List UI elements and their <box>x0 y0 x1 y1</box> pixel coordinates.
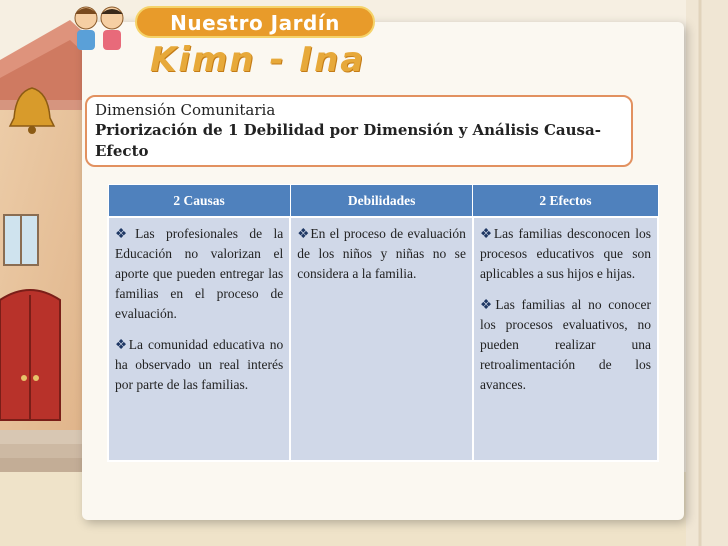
list-item <box>297 224 466 284</box>
priorization-title: Priorización de 1 Debilidad por Dimensión y Análisis Causa-Efecto <box>95 121 601 160</box>
header-efectos: 2 Efectos <box>473 185 658 218</box>
debilidad-text-1: En el proceso de evaluación de los niños y niñas no se considera a la familia. <box>297 226 466 281</box>
header-causas: 2 Causas <box>108 185 290 218</box>
causa-text-1: Las profesionales de la Educación no valorizan el aporte que pueden entregar las familias en el proceso de evaluación. <box>115 226 284 321</box>
causa-text-2: La comunidad educativa no ha observado un real interés por parte de las familias. <box>115 337 284 392</box>
logo-title: Nuestro Jardín <box>135 6 375 38</box>
bullet-icon: ❖ <box>479 297 496 312</box>
efecto-text-1: Las familias desconocen los procesos educativos que son aplicables a sus hijos e hijas. <box>479 226 651 281</box>
cell-causas <box>108 217 290 461</box>
bullet-icon: ❖ <box>115 337 129 352</box>
cell-efectos <box>473 217 658 461</box>
dimension-title: Dimensión Comunitaria <box>95 101 276 119</box>
header-debilidades: Debilidades <box>290 185 473 218</box>
bullet-icon: ❖ <box>115 226 136 241</box>
kids-logo-icon <box>66 2 132 52</box>
list-item <box>115 224 283 324</box>
list-item <box>115 335 283 395</box>
efecto-text-2: Las familias al no conocer los procesos evaluativos, no pueden realizar una retroalimentación de los avances. <box>479 297 651 392</box>
analysis-table <box>107 184 659 462</box>
list-item <box>480 224 651 284</box>
bullet-icon: ❖ <box>297 226 311 241</box>
logo-subtitle: Kimn - Ina <box>150 40 366 80</box>
cell-debilidades <box>290 217 473 461</box>
list-item <box>480 295 651 395</box>
table-header-row <box>108 185 658 218</box>
section-title-box <box>85 95 633 167</box>
table-row <box>108 217 658 461</box>
bullet-icon: ❖ <box>479 226 494 241</box>
